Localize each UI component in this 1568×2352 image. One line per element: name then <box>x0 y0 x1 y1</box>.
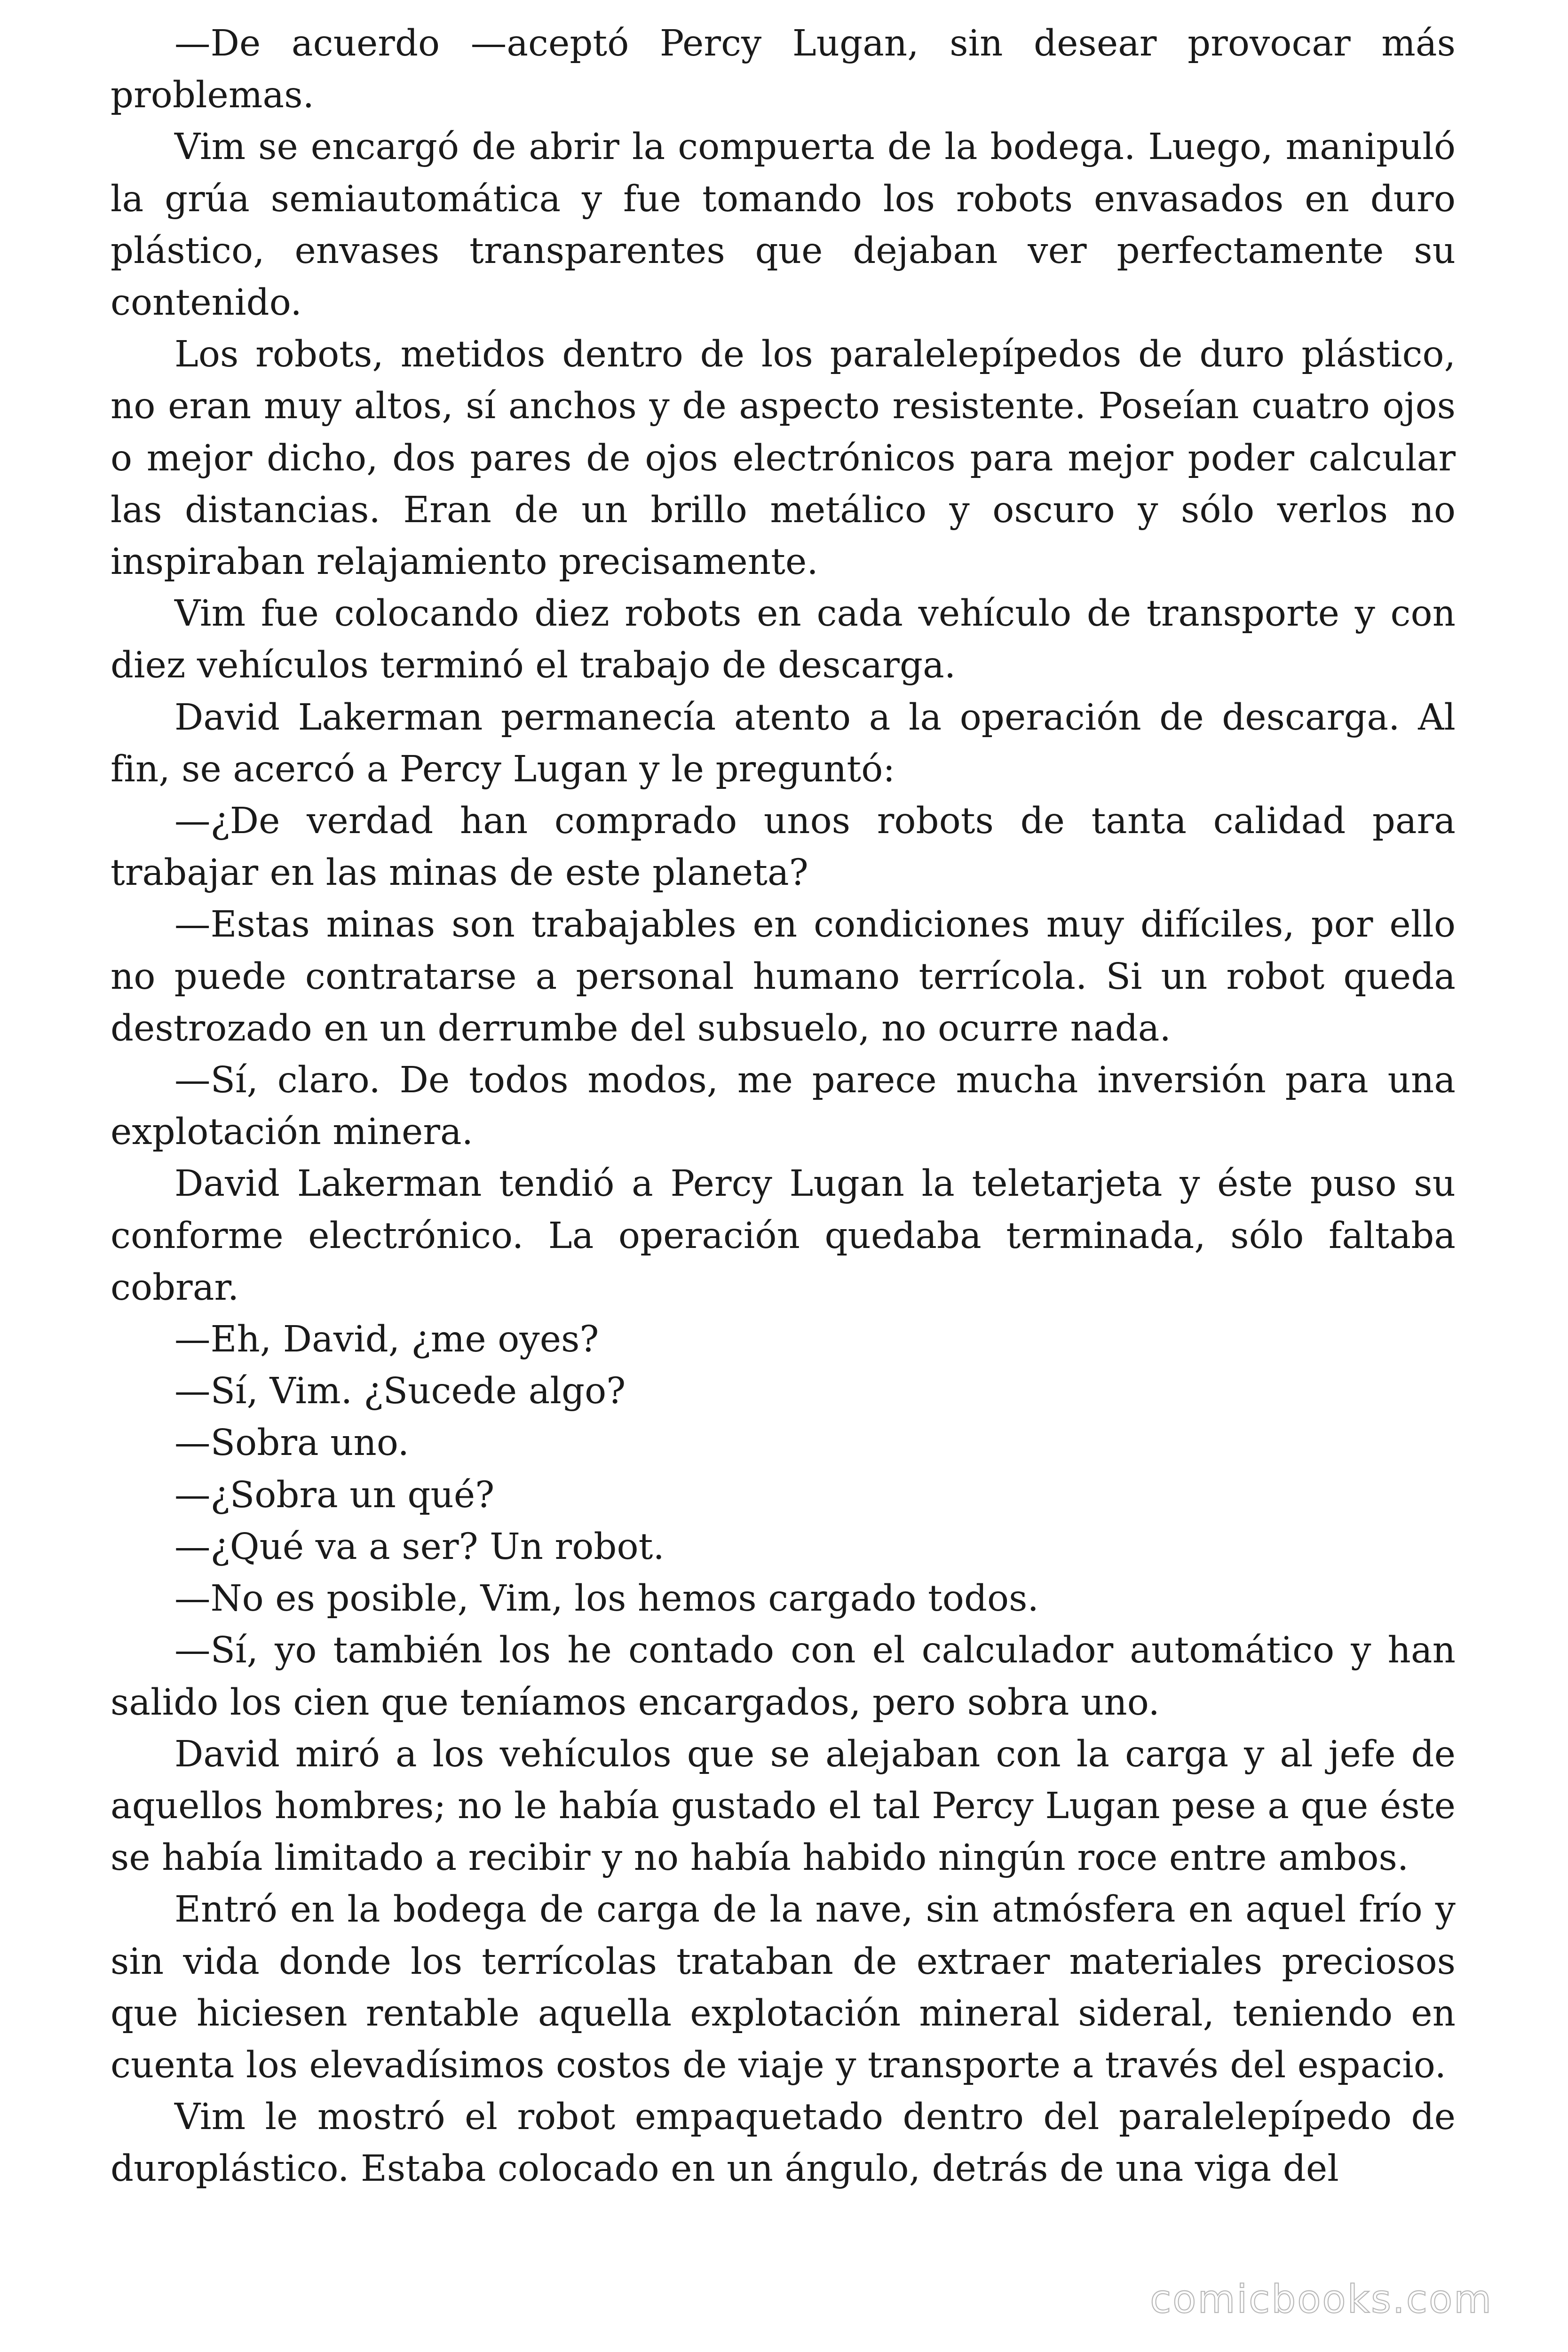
paragraph-7: —Estas minas son trabajables en condiciones muy difíciles, por ello no puede contratarse a personal humano terrícola. Si un robot queda destrozado en un derrumbe del subsuelo, no ocurre nada. <box>111 904 1456 1049</box>
paragraph-5: David Lakerman permanecía atento a la operación de descarga. Al fin, se acercó a Percy Lugan y le preguntó: <box>111 696 1456 790</box>
paragraph-12: —Sobra uno. <box>174 1422 410 1464</box>
paragraph-3: Los robots, metidos dentro de los paralelepípedos de duro plástico, no eran muy altos, sí anchos y de aspecto resistente. Poseían cuatro ojos o mejor dicho, dos pares de ojos electrónicos para mejor poder calcular las distancias. Eran de un brillo metálico y oscuro y sólo verlos no inspiraban relajamiento precisamente. <box>111 334 1456 583</box>
paragraph-11: —Sí, Vim. ¿Sucede algo? <box>174 1370 626 1413</box>
paragraph-16: —Sí, yo también los he contado con el calculador automático y han salido los cien que teníamos encargados, pero sobra uno. <box>111 1629 1456 1724</box>
watermark-logo: comicbooks.com <box>1150 2277 1493 2322</box>
paragraph-4: Vim fue colocando diez robots en cada vehículo de transporte y con diez vehículos terminó el trabajo de descarga. <box>111 593 1456 687</box>
paragraph-6: —¿De verdad han comprado unos robots de tanta calidad para trabajar en las minas de este planeta? <box>111 800 1456 894</box>
paragraph-10: —Eh, David, ¿me oyes? <box>174 1319 599 1361</box>
paragraph-19: Vim le mostró el robot empaquetado dentro del paralelepípedo de duroplástico. Estaba colocado en un ángulo, detrás de una viga del <box>111 2096 1456 2190</box>
paragraph-17: David miró a los vehículos que se alejaban con la carga y al jefe de aquellos hombres; no le había gustado el tal Percy Lugan pese a que éste se había limitado a recibir y no había habido ningún roce entre ambos. <box>111 1733 1456 1879</box>
paragraph-13: —¿Sobra un qué? <box>174 1474 495 1516</box>
paragraph-14: —¿Qué va a ser? Un robot. <box>174 1526 665 1568</box>
paragraph-1: —De acuerdo —aceptó Percy Lugan, sin desear provocar más problemas. <box>111 23 1456 117</box>
paragraph-15: —No es posible, Vim, los hemos cargado todos. <box>174 1578 1039 1620</box>
document-page <box>111 18 1456 2195</box>
paragraph-18: Entró en la bodega de carga de la nave, sin atmósfera en aquel frío y sin vida donde los terrícolas trataban de extraer materiales preciosos que hiciesen rentable aquella explotación mineral sideral, teniendo en cuenta los elevadísimos costos de viaje y transporte a través del espacio. <box>111 1889 1456 2086</box>
paragraph-8: —Sí, claro. De todos modos, me parece mucha inversión para una explotación minera. <box>111 1059 1456 1153</box>
paragraph-9: David Lakerman tendió a Percy Lugan la teletarjeta y éste puso su conforme electrónico. La operación quedaba terminada, sólo faltaba cobrar. <box>111 1163 1456 1309</box>
paragraph-2: Vim se encargó de abrir la compuerta de la bodega. Luego, manipuló la grúa semiautomática y fue tomando los robots envasados en duro plástico, envases transparentes que dejaban ver perfectamente su contenido. <box>111 126 1456 324</box>
